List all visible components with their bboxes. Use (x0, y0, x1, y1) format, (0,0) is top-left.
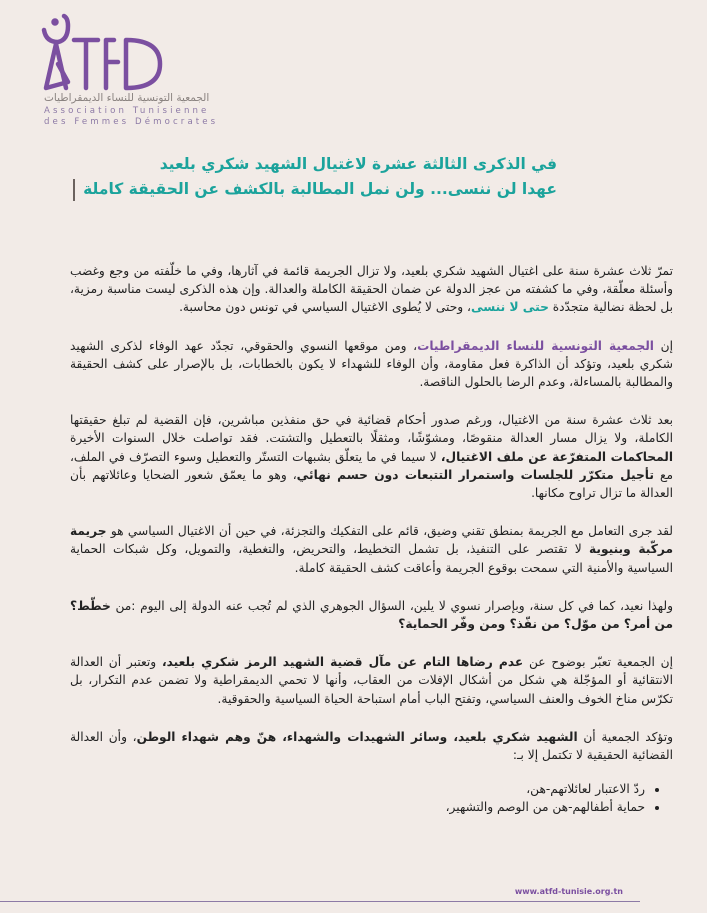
text: ، وهو ما يعمّق شعور الضحايا وعائلاتهم بأن العدالة ما تزال تراوح مكانها. (70, 467, 673, 501)
text: ، ومن موقعها النسوي والحقوقي، تجدّد عهد الوفاء لذكرى الشهيد شكري بلعيد، وتؤكد أن الذاكرة فعل مقاومة، وأن الوفاء للشهداء لا يكون بالخطابات، بل بالإصرار على كشف الحقيقة والمطالبة بالمساءلة، وعدم الرضا بالحلول الناقصة. (70, 338, 673, 390)
logo-arabic-name: الجمعية التونسية للنساء الديمقراطيات (44, 92, 210, 104)
demands-list (70, 780, 673, 816)
bold-text: عدم رضاها التام عن مآل قضية الشهيد الرمز شكري بلعيد، (161, 655, 524, 670)
paragraph-2 (70, 337, 673, 392)
text: إن الجمعية تعبّر بوضوح عن (523, 655, 673, 670)
title-line-2 (73, 177, 557, 202)
bold-text: المحاكمات المتفرّعة عن ملف الاغتيال، (440, 449, 674, 464)
logo-french-line2: des Femmes Démocrates (44, 117, 219, 127)
paragraph-5 (70, 597, 673, 633)
document-body (70, 262, 673, 817)
paragraph-7 (70, 728, 673, 764)
text: وتعتبر أن العدالة الانتقائية أو المؤجّلة هي شكل من أشكال الإفلات من العقاب، وأنها لا تحمي الديمقراطية ولا تضمن عدم التكرار، بل تكرّس مناخ الخوف والعنف السياسي، وتفتح الباب أمام استباحة الحياة السياسية والحقوقية. (70, 655, 673, 706)
text: ، وأن العدالة القضائية الحقيقية لا تكتمل إلا بـ: (70, 729, 673, 763)
text: لقد جرى التعامل مع الجريمة بمنطق تقني وضيق، قائم على التفكيك والتجزئة، في حين أن الاغتيال السياسي هو (106, 524, 673, 539)
text: لا تقتصر على التنفيذ، بل تشمل التخطيط، والتحريض، والتغطية، والتمويل، وكل شبكات الحماية السياسية والأمنية التي سمحت بوقوع الجريمة وأعاقت كشف الحقيقة كاملة. (70, 542, 673, 575)
text-cursor (73, 179, 75, 201)
bold-text: الشهيد شكري بلعيد، وسائر الشهيدات والشهداء، هنّ وهم شهداء الوطن (136, 729, 578, 744)
list-item: • ردّ الاعتبار لعائلاتهم-هن، (70, 780, 645, 798)
text: ولهذا نعيد، كما في كل سنة، وبإصرار نسوي لا يلين، السؤال الجوهري الذي لم تُجب عنه الدولة إلى اليوم :من (110, 598, 673, 613)
text: ، وحتى لا يُطوى الاغتيال السياسي في تونس دون محاسبة. (179, 300, 471, 315)
paragraph-3 (70, 411, 673, 502)
paragraph-4 (70, 522, 673, 577)
text: بعد ثلاث عشرة سنة من الاغتيال، ورغم صدور أحكام قضائية في حق منفذين مباشرين، فإن القضية لم تبلغ حقيقتها الكاملة، ولا يزال مسار العدالة منقوصًا، ومشوّشًا، ومثقلًا بالتعطيل والتشتت. فقد تواصلت خلال السنوات الأخيرة (70, 413, 673, 446)
text: إن (653, 338, 673, 353)
bold-text: جريمة مركّبة وبنيوية (70, 524, 673, 557)
text: تمرّ ثلاث عشرة سنة على اغتيال الشهيد شكري بلعيد، ولا تزال الجريمة قائمة في آثارها، وفي ما خلّفته من وجع وغضب وأسئلة معلّقة، وفي ما كشفته من عجز الدولة عن ضمان الحقيقة الكاملة والعدالة. وإن هذه الذكرى ليست مناسبة رمزية، بل لحظة نضالية متجدّدة (70, 264, 673, 315)
paragraph-6 (70, 653, 673, 708)
list-item: • حماية أطفالهم-هن من الوصم والتشهير، (70, 798, 645, 816)
bold-text: خطّط؟ من أمر؟ من موّل؟ من نفّذ؟ ومن وفّر الحماية؟ (70, 598, 673, 632)
document-title (73, 152, 557, 202)
text: لا سيما في ما يتعلّق بشبهات التستّر والتعطيل وسوء التصرّف في الملف، مع (70, 449, 673, 482)
highlight-text: حتى لا ننسى (470, 300, 549, 315)
bold-text: تأجيل متكرّر للجلسات واستمرار التتبعات دون حسم نهائي (296, 467, 654, 482)
paragraph-1 (70, 262, 673, 317)
footer-divider (0, 901, 640, 902)
text: وتؤكد الجمعية أن (577, 729, 673, 744)
title-line-2-text: عهدا لن ننسى... ولن نمل المطالبة بالكشف عن الحقيقة كاملة (83, 180, 557, 198)
logo-french-line1: Association Tunisienne (44, 106, 210, 116)
title-line-1: في الذكرى الثالثة عشرة لاغتيال الشهيد شكري بلعيد (159, 155, 557, 173)
footer-website-link[interactable]: www.atfd-tunisie.org.tn (514, 887, 623, 896)
organization-name: الجمعية التونسية للنساء الديمقراطيات (417, 338, 654, 353)
